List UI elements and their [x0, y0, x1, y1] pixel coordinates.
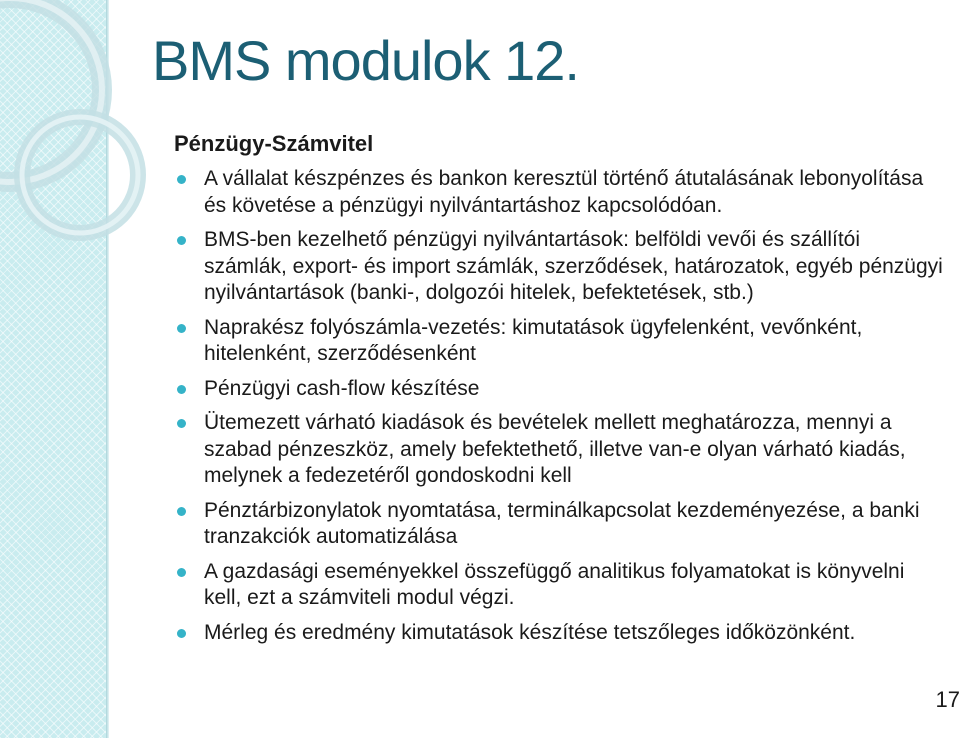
- bullet-item: Ütemezett várható kiadások és bevételek mellett meghatározza, mennyi a szabad pénzeszköz, amely befektethető, illetve van-e olyan várható kiadás, melynek a fedezetéről gondoskodni kell: [176, 410, 946, 490]
- bullet-item: Mérleg és eredmény kimutatások készítése tetszőleges időközönként.: [176, 620, 946, 647]
- bullet-item: Pénztárbizonylatok nyomtatása, terminálkapcsolat kezdeményezése, a banki tranzakciók automatizálása: [176, 498, 946, 551]
- page-number: 17: [935, 687, 960, 712]
- slide-title: BMS modulok 12.: [152, 29, 579, 92]
- bullet-list: [176, 166, 946, 654]
- decorative-ring-large: [0, 0, 102, 182]
- bullet-item: BMS-ben kezelhető pénzügyi nyilvántartások: belföldi vevői és szállítói számlák, export- és import számlák, szerződések, határozatok, egyéb pénzügyi nyilvántartások (banki-, dolgozói hitelek, befektetések, stb.): [176, 227, 946, 307]
- bullet-item: Pénzügyi cash-flow készítése: [176, 376, 946, 403]
- bullet-item: A gazdasági eseményekkel összefüggő analitikus folyamatokat is könyvelni kell, ezt a számviteli modul végzi.: [176, 559, 946, 612]
- section-heading: Pénzügy-Számvitel: [174, 131, 374, 156]
- bullet-item: Naprakész folyószámla-vezetés: kimutatások ügyfelenként, vevőnként, hitelenként, szerződésenként: [176, 315, 946, 368]
- bullet-item: A vállalat készpénzes és bankon keresztül történő átutalásának lebonyolítása és követése a pénzügyi nyilvántartáshoz kapcsolódóan.: [176, 166, 946, 219]
